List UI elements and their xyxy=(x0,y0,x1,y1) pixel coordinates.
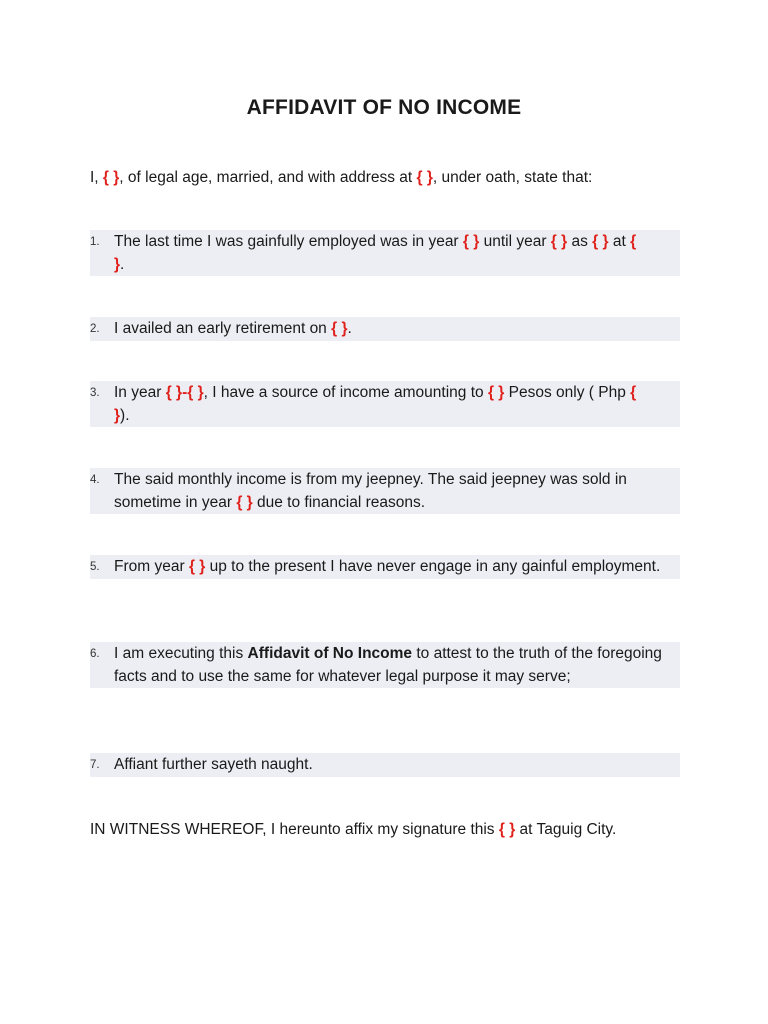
item-text-segment: From year xyxy=(114,558,189,575)
item-text-segment: ). xyxy=(120,407,130,424)
placeholder-retirement-date: { } xyxy=(331,320,348,337)
item-text xyxy=(114,642,680,688)
item-text-segment: I am executing this xyxy=(114,645,248,662)
list-item xyxy=(90,555,680,579)
list-item xyxy=(90,468,680,514)
placeholder-year-to: { } xyxy=(187,384,204,401)
item-number: 6. xyxy=(90,648,100,660)
item-text-segment: - xyxy=(182,384,188,401)
item-text xyxy=(114,230,680,276)
placeholder-signature-date: { } xyxy=(498,821,516,838)
placeholder-sold-year: { } xyxy=(236,494,253,511)
placeholder-position: { } xyxy=(592,233,609,250)
item-text-segment: to attest to the truth of the foregoing facts and to use the same for whatever legal purpose it may serve; xyxy=(114,645,662,685)
item-text-segment: until year xyxy=(479,233,551,250)
intro-text: , under oath, state that: xyxy=(432,169,593,186)
placeholder-year-from: { } xyxy=(165,384,183,401)
item-number: 3. xyxy=(90,387,100,399)
affidavit-name-bold: Affidavit of No Income xyxy=(247,645,413,662)
placeholder-amount-close: } xyxy=(114,407,121,424)
item-text-segment: In year xyxy=(114,384,166,401)
placeholder-address: { } xyxy=(416,169,433,186)
item-number: 2. xyxy=(90,323,100,335)
item-text xyxy=(114,555,680,579)
item-text-segment: The last time I was gainfully employed was in year xyxy=(114,233,463,250)
list-item xyxy=(90,317,680,341)
item-number: 5. xyxy=(90,561,100,573)
document-title: AFFIDAVIT OF NO INCOME xyxy=(246,96,522,119)
intro-text: I, xyxy=(90,169,103,186)
intro-text: , of legal age, married, and with address at xyxy=(119,169,417,186)
item-text xyxy=(114,468,680,514)
placeholder-since-year: { } xyxy=(188,558,206,575)
item-text-segment: , I have a source of income amounting to xyxy=(203,384,488,401)
intro-paragraph xyxy=(90,166,690,189)
list-item xyxy=(90,381,680,427)
placeholder-amount-open: { xyxy=(630,384,637,401)
placeholder-start-year: { } xyxy=(462,233,480,250)
witness-text: at Taguig City. xyxy=(515,821,617,838)
item-text-segment: Pesos only ( Php xyxy=(504,384,631,401)
item-text-segment: up to the present I have never engage in any gainful employment. xyxy=(205,558,661,575)
item-text-segment: . xyxy=(347,320,352,337)
witness-paragraph xyxy=(90,818,690,841)
placeholder-employer-close: } xyxy=(114,256,121,273)
placeholder-end-year: { } xyxy=(550,233,568,250)
item-text-segment: at xyxy=(608,233,631,250)
item-text-segment: . xyxy=(120,256,125,273)
item-text xyxy=(114,317,680,341)
placeholder-name: { } xyxy=(102,169,120,186)
placeholder-employer-open: { xyxy=(630,233,637,250)
item-text-segment: The said monthly income is from my jeepney. The said jeepney was sold in sometime in year xyxy=(114,471,627,511)
list-item xyxy=(90,230,680,276)
list-item xyxy=(90,753,680,777)
item-text-segment: I availed an early retirement on xyxy=(114,320,332,337)
item-text-segment: as xyxy=(567,233,593,250)
item-number: 1. xyxy=(90,236,100,248)
item-text xyxy=(114,381,680,427)
item-text-segment: due to financial reasons. xyxy=(252,494,426,511)
placeholder-amount-words: { } xyxy=(487,384,505,401)
list-item xyxy=(90,642,680,688)
item-number: 7. xyxy=(90,759,100,771)
item-number: 4. xyxy=(90,474,100,486)
witness-text: IN WITNESS WHEREOF, I hereunto affix my signature this xyxy=(90,821,499,838)
item-text: Affiant further sayeth naught. xyxy=(114,756,313,773)
